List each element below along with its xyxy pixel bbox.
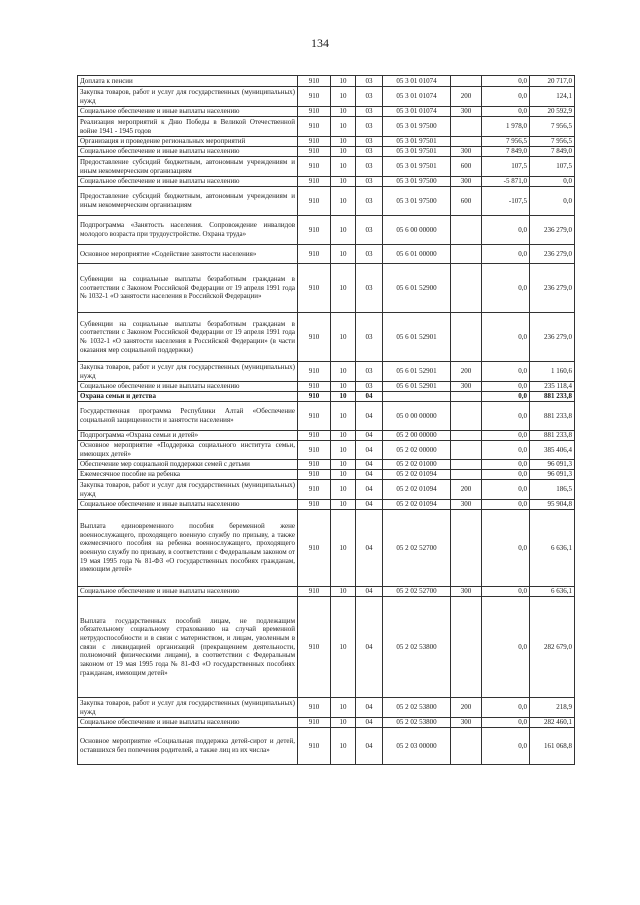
cell-pr: 03 xyxy=(356,264,383,313)
cell-gr: 910 xyxy=(298,264,331,313)
cell-rz: 10 xyxy=(331,392,356,402)
cell-rz: 10 xyxy=(331,362,356,382)
table-row xyxy=(78,137,575,147)
cell-total: 186,5 xyxy=(530,480,575,500)
cell-pr: 03 xyxy=(356,147,383,157)
table-row xyxy=(78,470,575,480)
table-row xyxy=(78,460,575,470)
cell-change: 0,0 xyxy=(482,87,530,107)
cell-vr xyxy=(451,264,482,313)
cell-name: Предоставление субсидий бюджетным, автономным учреждениям и иным некоммерческим организациям xyxy=(78,157,298,177)
cell-name: Социальное обеспечение и иные выплаты населению xyxy=(78,382,298,392)
cell-csr: 05 0 00 00000 xyxy=(383,402,451,431)
cell-gr: 910 xyxy=(298,728,331,765)
table-row xyxy=(78,587,575,597)
cell-csr: 05 2 02 52700 xyxy=(383,510,451,587)
cell-total: 96 091,3 xyxy=(530,460,575,470)
cell-rz: 10 xyxy=(331,698,356,718)
cell-csr: 05 3 01 97501 xyxy=(383,137,451,147)
cell-name: Субвенции на социальные выплаты безработным гражданам в соответствии с Законом Российской Федерации от 19 апреля 1991 года № 1032-1 «О занятости населения в Российской Федерации» (в части оказания мер социальной поддержки) xyxy=(78,313,298,362)
cell-total: 7 956,5 xyxy=(530,117,575,137)
table-row xyxy=(78,157,575,177)
table-row xyxy=(78,216,575,245)
cell-csr: 05 3 01 97500 xyxy=(383,117,451,137)
cell-pr: 04 xyxy=(356,460,383,470)
cell-change: 1 978,0 xyxy=(482,117,530,137)
cell-total: 20 592,9 xyxy=(530,107,575,117)
cell-total: 6 636,1 xyxy=(530,510,575,587)
cell-gr: 910 xyxy=(298,460,331,470)
cell-pr: 04 xyxy=(356,698,383,718)
table-row xyxy=(78,392,575,402)
table-row xyxy=(78,264,575,313)
cell-total: 881 233,8 xyxy=(530,402,575,431)
table-row xyxy=(78,76,575,87)
cell-total: 124,1 xyxy=(530,87,575,107)
cell-name: Предоставление субсидий бюджетным, автономным учреждениям и иным некоммерческим организациям xyxy=(78,187,298,216)
cell-change: 0,0 xyxy=(482,107,530,117)
cell-name: Субвенции на социальные выплаты безработным гражданам в соответствии с Законом Российской Федерации от 19 апреля 1991 года № 1032-1 «О занятости населения в Российской Федерации» xyxy=(78,264,298,313)
table-row xyxy=(78,177,575,187)
cell-total: 0,0 xyxy=(530,187,575,216)
cell-name: Социальное обеспечение и иные выплаты населению xyxy=(78,107,298,117)
table-row xyxy=(78,187,575,216)
cell-vr: 200 xyxy=(451,87,482,107)
cell-pr: 03 xyxy=(356,216,383,245)
cell-gr: 910 xyxy=(298,402,331,431)
table-row xyxy=(78,117,575,137)
cell-rz: 10 xyxy=(331,460,356,470)
cell-vr: 600 xyxy=(451,187,482,216)
cell-change: 0,0 xyxy=(482,76,530,87)
cell-csr: 05 2 02 53800 xyxy=(383,698,451,718)
cell-vr xyxy=(451,216,482,245)
cell-vr xyxy=(451,137,482,147)
cell-rz: 10 xyxy=(331,147,356,157)
cell-name: Доплата к пенсии xyxy=(78,76,298,87)
cell-rz: 10 xyxy=(331,470,356,480)
cell-change: 0,0 xyxy=(482,470,530,480)
cell-gr: 910 xyxy=(298,216,331,245)
cell-vr: 300 xyxy=(451,587,482,597)
table-body xyxy=(78,76,575,765)
cell-gr: 910 xyxy=(298,392,331,402)
cell-vr: 300 xyxy=(451,718,482,728)
cell-change: 0,0 xyxy=(482,245,530,264)
cell-csr: 05 2 02 53800 xyxy=(383,597,451,698)
cell-total: 236 279,0 xyxy=(530,245,575,264)
table-row xyxy=(78,107,575,117)
table-row xyxy=(78,728,575,765)
cell-total: 218,9 xyxy=(530,698,575,718)
cell-total: 95 904,8 xyxy=(530,500,575,510)
cell-change: 7 849,0 xyxy=(482,147,530,157)
cell-csr: 05 2 02 53800 xyxy=(383,718,451,728)
cell-name: Государственная программа Республики Алтай «Обеспечение социальной защищенности и занятости населения» xyxy=(78,402,298,431)
cell-pr: 04 xyxy=(356,510,383,587)
cell-name: Закупка товаров, работ и услуг для государственных (муниципальных) нужд xyxy=(78,362,298,382)
cell-change: -5 871,0 xyxy=(482,177,530,187)
cell-vr xyxy=(451,441,482,460)
cell-rz: 10 xyxy=(331,187,356,216)
cell-pr: 04 xyxy=(356,500,383,510)
cell-csr: 05 6 01 52901 xyxy=(383,313,451,362)
cell-rz: 10 xyxy=(331,500,356,510)
cell-vr: 200 xyxy=(451,480,482,500)
table-row xyxy=(78,718,575,728)
cell-total: 1 160,6 xyxy=(530,362,575,382)
cell-vr xyxy=(451,117,482,137)
cell-change: 0,0 xyxy=(482,264,530,313)
cell-rz: 10 xyxy=(331,728,356,765)
cell-name: Выплата единовременного пособия беременной жене военнослужащего, проходящего военную службу по призыву, а также ежемесячного пособия на ребенка военнослужащего, проходящего военную службу по призыву, в соответствии с Федеральным законом от 19 мая 1995 года № 81-ФЗ «О государственных пособиях гражданам, имеющим детей» xyxy=(78,510,298,587)
cell-total: 7 956,5 xyxy=(530,137,575,147)
cell-pr: 04 xyxy=(356,597,383,698)
cell-change: 0,0 xyxy=(482,362,530,382)
cell-pr: 03 xyxy=(356,313,383,362)
cell-rz: 10 xyxy=(331,107,356,117)
cell-csr: 05 6 01 52901 xyxy=(383,362,451,382)
cell-name: Охрана семьи и детства xyxy=(78,392,298,402)
cell-pr: 04 xyxy=(356,431,383,441)
cell-rz: 10 xyxy=(331,313,356,362)
cell-vr xyxy=(451,510,482,587)
cell-change: 0,0 xyxy=(482,431,530,441)
cell-change: 0,0 xyxy=(482,480,530,500)
cell-csr: 05 2 02 52700 xyxy=(383,587,451,597)
cell-rz: 10 xyxy=(331,382,356,392)
cell-gr: 910 xyxy=(298,177,331,187)
cell-pr: 04 xyxy=(356,470,383,480)
cell-pr: 03 xyxy=(356,362,383,382)
cell-gr: 910 xyxy=(298,500,331,510)
cell-pr: 03 xyxy=(356,137,383,147)
cell-rz: 10 xyxy=(331,264,356,313)
cell-total: 107,5 xyxy=(530,157,575,177)
cell-pr: 03 xyxy=(356,382,383,392)
budget-table xyxy=(77,75,575,765)
cell-csr: 05 6 01 52901 xyxy=(383,382,451,392)
cell-name: Организация и проведение региональных мероприятий xyxy=(78,137,298,147)
cell-change: 0,0 xyxy=(482,597,530,698)
cell-pr: 04 xyxy=(356,480,383,500)
cell-change: 0,0 xyxy=(482,587,530,597)
cell-pr: 04 xyxy=(356,587,383,597)
table-row xyxy=(78,698,575,718)
cell-total: 20 717,0 xyxy=(530,76,575,87)
cell-vr xyxy=(451,431,482,441)
cell-gr: 910 xyxy=(298,87,331,107)
cell-total: 881 233,8 xyxy=(530,431,575,441)
cell-vr xyxy=(451,728,482,765)
cell-name: Реализация мероприятий к Дню Победы в Великой Отечественной войне 1941 - 1945 годов xyxy=(78,117,298,137)
cell-name: Основное мероприятие «Поддержка социального института семьи, имеющих детей» xyxy=(78,441,298,460)
cell-total: 236 279,0 xyxy=(530,264,575,313)
cell-rz: 10 xyxy=(331,431,356,441)
cell-gr: 910 xyxy=(298,157,331,177)
cell-rz: 10 xyxy=(331,87,356,107)
cell-gr: 910 xyxy=(298,470,331,480)
cell-rz: 10 xyxy=(331,76,356,87)
cell-change: 0,0 xyxy=(482,392,530,402)
cell-change: 0,0 xyxy=(482,313,530,362)
cell-pr: 04 xyxy=(356,718,383,728)
cell-name: Закупка товаров, работ и услуг для государственных (муниципальных) нужд xyxy=(78,480,298,500)
cell-gr: 910 xyxy=(298,480,331,500)
cell-name: Ежемесячное пособие на ребенка xyxy=(78,470,298,480)
cell-change: 0,0 xyxy=(482,698,530,718)
cell-pr: 03 xyxy=(356,117,383,137)
cell-csr: 05 2 03 00000 xyxy=(383,728,451,765)
cell-csr: 05 3 01 97500 xyxy=(383,177,451,187)
cell-gr: 910 xyxy=(298,510,331,587)
cell-gr: 910 xyxy=(298,137,331,147)
cell-name: Закупка товаров, работ и услуг для государственных (муниципальных) нужд xyxy=(78,87,298,107)
cell-csr: 05 3 01 01074 xyxy=(383,76,451,87)
cell-vr: 200 xyxy=(451,698,482,718)
cell-csr: 05 6 01 00000 xyxy=(383,245,451,264)
cell-pr: 03 xyxy=(356,245,383,264)
table-row xyxy=(78,500,575,510)
cell-total: 385 406,4 xyxy=(530,441,575,460)
cell-total: 881 233,8 xyxy=(530,392,575,402)
cell-rz: 10 xyxy=(331,718,356,728)
cell-gr: 910 xyxy=(298,147,331,157)
cell-vr xyxy=(451,392,482,402)
cell-gr: 910 xyxy=(298,245,331,264)
cell-name: Выплата государственных пособий лицам, не подлежащим обязательному социальному страхованию на случай временной нетрудоспособности и в связи с материнством, и лицам, уволенным в связи с ликвидацией организаций (прекращением деятельности, полномочий физическими лицами), в соответствии с Федеральным законом от 19 мая 1995 года № 81-ФЗ «О государственных пособиях гражданам, имеющим детей» xyxy=(78,597,298,698)
cell-pr: 03 xyxy=(356,177,383,187)
cell-gr: 910 xyxy=(298,187,331,216)
cell-change: 0,0 xyxy=(482,728,530,765)
cell-name: Социальное обеспечение и иные выплаты населению xyxy=(78,147,298,157)
cell-total: 236 279,0 xyxy=(530,313,575,362)
cell-gr: 910 xyxy=(298,382,331,392)
cell-pr: 03 xyxy=(356,187,383,216)
cell-rz: 10 xyxy=(331,402,356,431)
cell-csr: 05 2 02 01094 xyxy=(383,480,451,500)
table-row xyxy=(78,382,575,392)
cell-vr xyxy=(451,470,482,480)
table-row xyxy=(78,147,575,157)
cell-change: 0,0 xyxy=(482,216,530,245)
cell-pr: 03 xyxy=(356,157,383,177)
cell-vr xyxy=(451,76,482,87)
table-row xyxy=(78,402,575,431)
cell-gr: 910 xyxy=(298,587,331,597)
cell-csr: 05 3 01 01074 xyxy=(383,87,451,107)
cell-vr xyxy=(451,402,482,431)
cell-rz: 10 xyxy=(331,216,356,245)
cell-total: 282 460,1 xyxy=(530,718,575,728)
cell-csr: 05 2 02 01000 xyxy=(383,460,451,470)
cell-rz: 10 xyxy=(331,157,356,177)
cell-name: Основное мероприятие «Социальная поддержка детей-сирот и детей, оставшихся без попечения родителей, а также лиц из их числа» xyxy=(78,728,298,765)
cell-change: 107,5 xyxy=(482,157,530,177)
cell-total: 235 118,4 xyxy=(530,382,575,392)
table-row xyxy=(78,313,575,362)
cell-vr: 300 xyxy=(451,147,482,157)
table-row xyxy=(78,431,575,441)
cell-rz: 10 xyxy=(331,245,356,264)
cell-csr: 05 2 02 01094 xyxy=(383,470,451,480)
cell-csr: 05 2 00 00000 xyxy=(383,431,451,441)
table-row xyxy=(78,597,575,698)
cell-total: 96 091,3 xyxy=(530,470,575,480)
cell-change: 0,0 xyxy=(482,382,530,392)
cell-csr: 05 3 01 97501 xyxy=(383,157,451,177)
cell-change: 0,0 xyxy=(482,441,530,460)
page-number: 134 xyxy=(311,36,329,50)
cell-vr xyxy=(451,597,482,698)
cell-vr: 300 xyxy=(451,107,482,117)
table-row xyxy=(78,87,575,107)
cell-vr xyxy=(451,313,482,362)
cell-change: 0,0 xyxy=(482,402,530,431)
cell-total: 161 068,8 xyxy=(530,728,575,765)
table-row xyxy=(78,362,575,382)
cell-gr: 910 xyxy=(298,117,331,137)
cell-rz: 10 xyxy=(331,510,356,587)
cell-total: 282 679,0 xyxy=(530,597,575,698)
cell-csr: 05 2 02 01094 xyxy=(383,500,451,510)
cell-rz: 10 xyxy=(331,177,356,187)
cell-name: Социальное обеспечение и иные выплаты населению xyxy=(78,587,298,597)
cell-csr: 05 3 01 97500 xyxy=(383,187,451,216)
table-row xyxy=(78,480,575,500)
cell-rz: 10 xyxy=(331,117,356,137)
cell-total: 7 849,0 xyxy=(530,147,575,157)
cell-name: Социальное обеспечение и иные выплаты населению xyxy=(78,500,298,510)
cell-gr: 910 xyxy=(298,362,331,382)
cell-rz: 10 xyxy=(331,587,356,597)
cell-total: 0,0 xyxy=(530,177,575,187)
cell-rz: 10 xyxy=(331,441,356,460)
cell-gr: 910 xyxy=(298,698,331,718)
cell-change: 0,0 xyxy=(482,718,530,728)
cell-total: 6 636,1 xyxy=(530,587,575,597)
cell-vr: 200 xyxy=(451,362,482,382)
cell-pr: 04 xyxy=(356,441,383,460)
cell-vr: 300 xyxy=(451,177,482,187)
cell-csr: 05 6 00 00000 xyxy=(383,216,451,245)
cell-name: Социальное обеспечение и иные выплаты населению xyxy=(78,718,298,728)
cell-gr: 910 xyxy=(298,441,331,460)
cell-csr: 05 3 01 01074 xyxy=(383,107,451,117)
cell-change: 0,0 xyxy=(482,510,530,587)
cell-name: Подпрограмма «Охрана семьи и детей» xyxy=(78,431,298,441)
cell-gr: 910 xyxy=(298,313,331,362)
cell-name: Основное мероприятие «Содействие занятости населения» xyxy=(78,245,298,264)
cell-pr: 03 xyxy=(356,87,383,107)
cell-vr: 300 xyxy=(451,500,482,510)
cell-change: 0,0 xyxy=(482,500,530,510)
cell-vr xyxy=(451,245,482,264)
cell-change: -107,5 xyxy=(482,187,530,216)
cell-gr: 910 xyxy=(298,597,331,698)
cell-csr: 05 6 01 52900 xyxy=(383,264,451,313)
cell-pr: 04 xyxy=(356,392,383,402)
cell-name: Подпрограмма «Занятость населения. Сопровождение инвалидов молодого возраста при трудоустройстве. Охрана труда» xyxy=(78,216,298,245)
cell-pr: 04 xyxy=(356,728,383,765)
cell-pr: 03 xyxy=(356,107,383,117)
cell-gr: 910 xyxy=(298,431,331,441)
cell-vr: 300 xyxy=(451,382,482,392)
table-row xyxy=(78,245,575,264)
cell-name: Обеспечение мер социальной поддержки семей с детьми xyxy=(78,460,298,470)
cell-rz: 10 xyxy=(331,597,356,698)
cell-csr: 05 2 02 00000 xyxy=(383,441,451,460)
cell-csr: 05 3 01 97501 xyxy=(383,147,451,157)
cell-gr: 910 xyxy=(298,718,331,728)
cell-pr: 04 xyxy=(356,402,383,431)
cell-total: 236 279,0 xyxy=(530,216,575,245)
cell-name: Закупка товаров, работ и услуг для государственных (муниципальных) нужд xyxy=(78,698,298,718)
table-row xyxy=(78,510,575,587)
cell-rz: 10 xyxy=(331,480,356,500)
cell-pr: 03 xyxy=(356,76,383,87)
cell-vr: 600 xyxy=(451,157,482,177)
cell-change: 7 956,5 xyxy=(482,137,530,147)
cell-rz: 10 xyxy=(331,137,356,147)
cell-csr xyxy=(383,392,451,402)
cell-change: 0,0 xyxy=(482,460,530,470)
cell-gr: 910 xyxy=(298,76,331,87)
table-row xyxy=(78,441,575,460)
cell-vr xyxy=(451,460,482,470)
cell-gr: 910 xyxy=(298,107,331,117)
cell-name: Социальное обеспечение и иные выплаты населению xyxy=(78,177,298,187)
